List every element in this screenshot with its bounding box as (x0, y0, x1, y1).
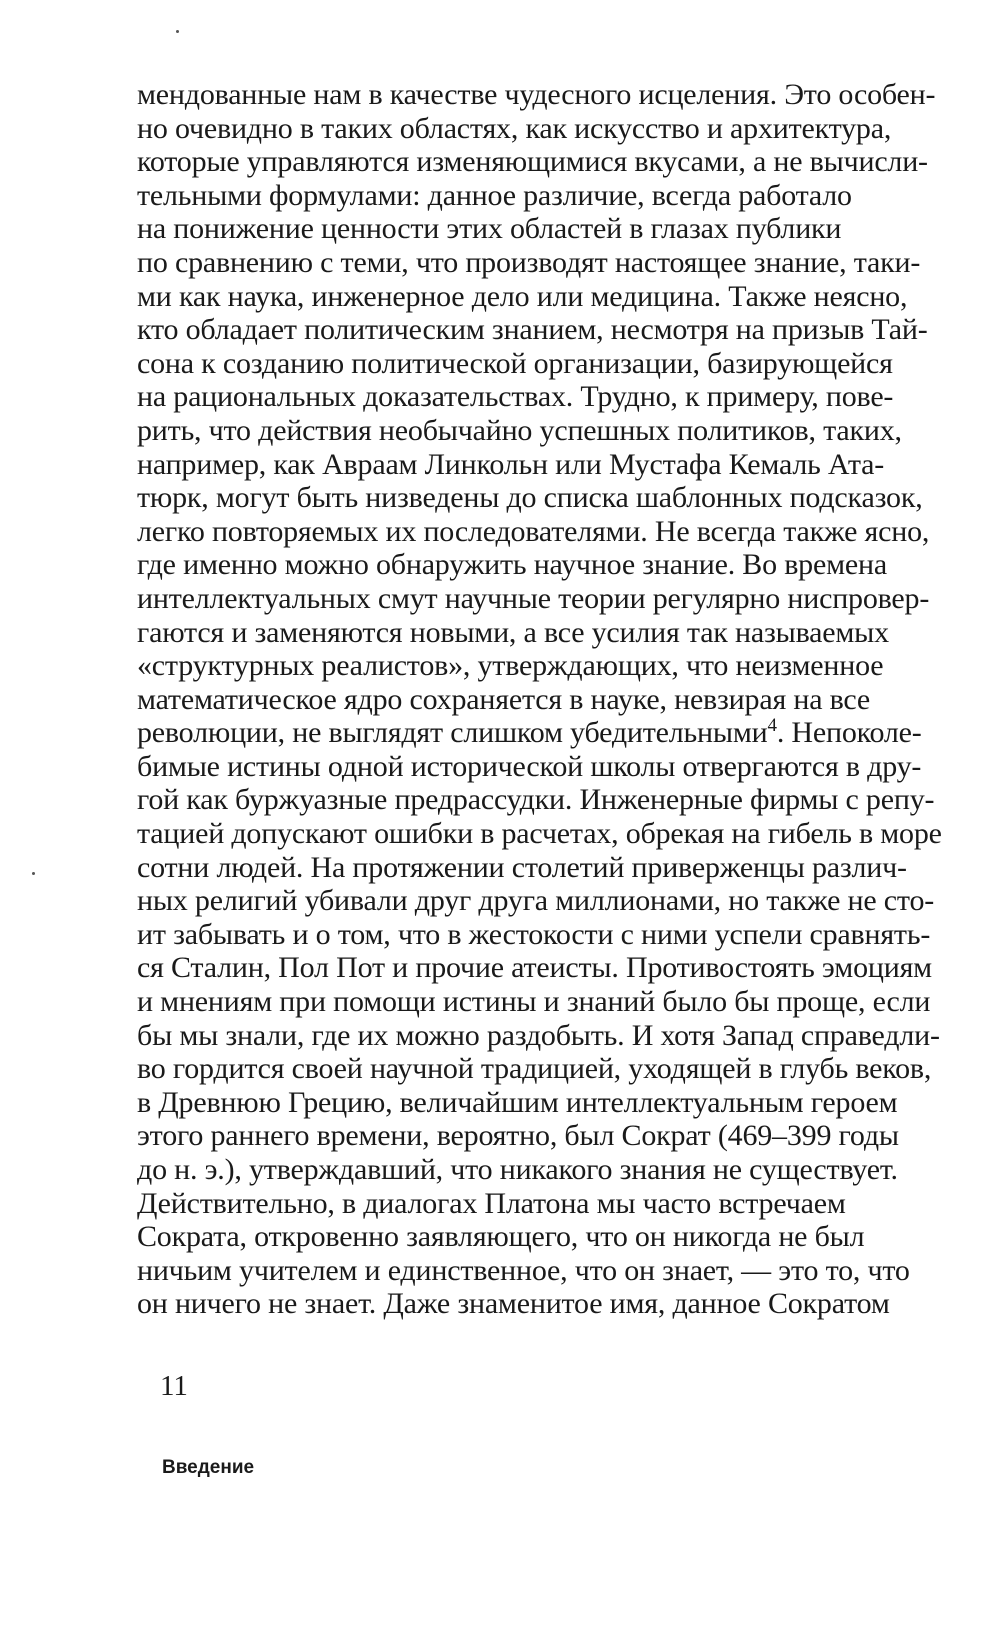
text-line: например, как Авраам Линкольн или Мустафа Кемаль Ата- (137, 447, 885, 481)
text-line: мендованные нам в качестве чудесного исцеления. Это особен- (137, 78, 936, 111)
text-line: тюрк, могут быть низведены до списка шаблонных подсказок, (137, 481, 923, 515)
text-line: интеллектуальных смут научные теории регулярно ниспровер- (137, 581, 930, 615)
text-line: Сократа, откровенно заявляющего, что он никогда не был (137, 1220, 865, 1254)
text-line: кто обладает политическим знанием, несмотря на призыв Тай- (137, 313, 928, 347)
text-line: бы мы знали, где их можно раздобыть. И хотя Запад справедли- (137, 1018, 940, 1052)
line-text-tail: . Непоколе- (776, 716, 922, 750)
text-line: этого раннего времени, вероятно, был Сократ (469–399 годы (137, 1119, 899, 1153)
body-text (137, 78, 942, 1321)
text-line: ми как наука, инженерное дело или медицина. Также неясно, (137, 279, 908, 313)
running-footer: Введение (162, 1457, 255, 1478)
text-line: ся Сталин, Пол Пот и прочие атеисты. Противостоять эмоциям (137, 951, 932, 985)
text-line: легко повторяемых их последователями. Не всегда также ясно, (137, 514, 930, 548)
line-text: революции, не выглядят слишком убедительными (137, 716, 768, 750)
text-line: но очевидно в таких областях, как искусство и архитектура, (137, 111, 892, 145)
text-line: тельными формулами: данное различие, всегда работало (137, 178, 852, 212)
text-line: на понижение ценности этих областей в глазах публики (137, 212, 842, 246)
text-line: он ничего не знает. Даже знаменитое имя, данное Сократом (137, 1287, 890, 1321)
text-line: по сравнению с теми, что производят настоящее знание, таки- (137, 245, 921, 279)
text-line: где именно можно обнаружить научное знание. Во времена (137, 548, 887, 582)
text-line: тацией допускают ошибки в расчетах, обрекая на гибель в море (137, 817, 942, 851)
text-line-with-footnote (137, 716, 937, 750)
scan-speck-top (176, 30, 179, 33)
text-line: ничьим учителем и единственное, что он знает, — это то, что (137, 1253, 910, 1287)
text-line: в Древнюю Грецию, величайшим интеллектуальным героем (137, 1085, 898, 1119)
text-line: и мнениям при помощи истины и знаний было бы проще, если (137, 985, 931, 1019)
text-line: Действительно, в диалогах Платона мы часто встречаем (137, 1186, 846, 1220)
footnote-marker[interactable]: 4 (767, 715, 777, 737)
text-line: математическое ядро сохраняется в науке, невзирая на все (137, 682, 870, 716)
text-line: до н. э.), утверждавший, что никакого знания не существует. (137, 1153, 898, 1186)
text-line: сона к созданию политической организации, базирующейся (137, 346, 893, 380)
text-line: гаются и заменяются новыми, а все усилия так называемых (137, 615, 889, 649)
page-number: 11 (160, 1370, 188, 1402)
text-line: рить, что действия необычайно успешных политиков, таких, (137, 413, 902, 447)
text-line: которые управляются изменяющимися вкусами, а не вычисли- (137, 145, 928, 179)
scan-speck-left (32, 872, 35, 875)
text-line: на рациональных доказательствах. Трудно, к примеру, пове- (137, 380, 894, 414)
text-line: гой как буржуазные предрассудки. Инженерные фирмы с репу- (137, 783, 935, 817)
text-line: сотни людей. На протяжении столетий приверженцы различ- (137, 850, 907, 884)
text-line: во гордится своей научной традицией, уходящей в глубь веков, (137, 1052, 932, 1086)
text-line: «структурных реалистов», утверждающих, что неизменное (137, 649, 884, 683)
text-line: бимые истины одной исторической школы отвергаются в дру- (137, 749, 922, 783)
text-line: ит забывать и о том, что в жестокости с ними успели сравнять- (137, 917, 931, 951)
text-line: ных религий убивали друг друга миллионами, но также не сто- (137, 884, 935, 918)
